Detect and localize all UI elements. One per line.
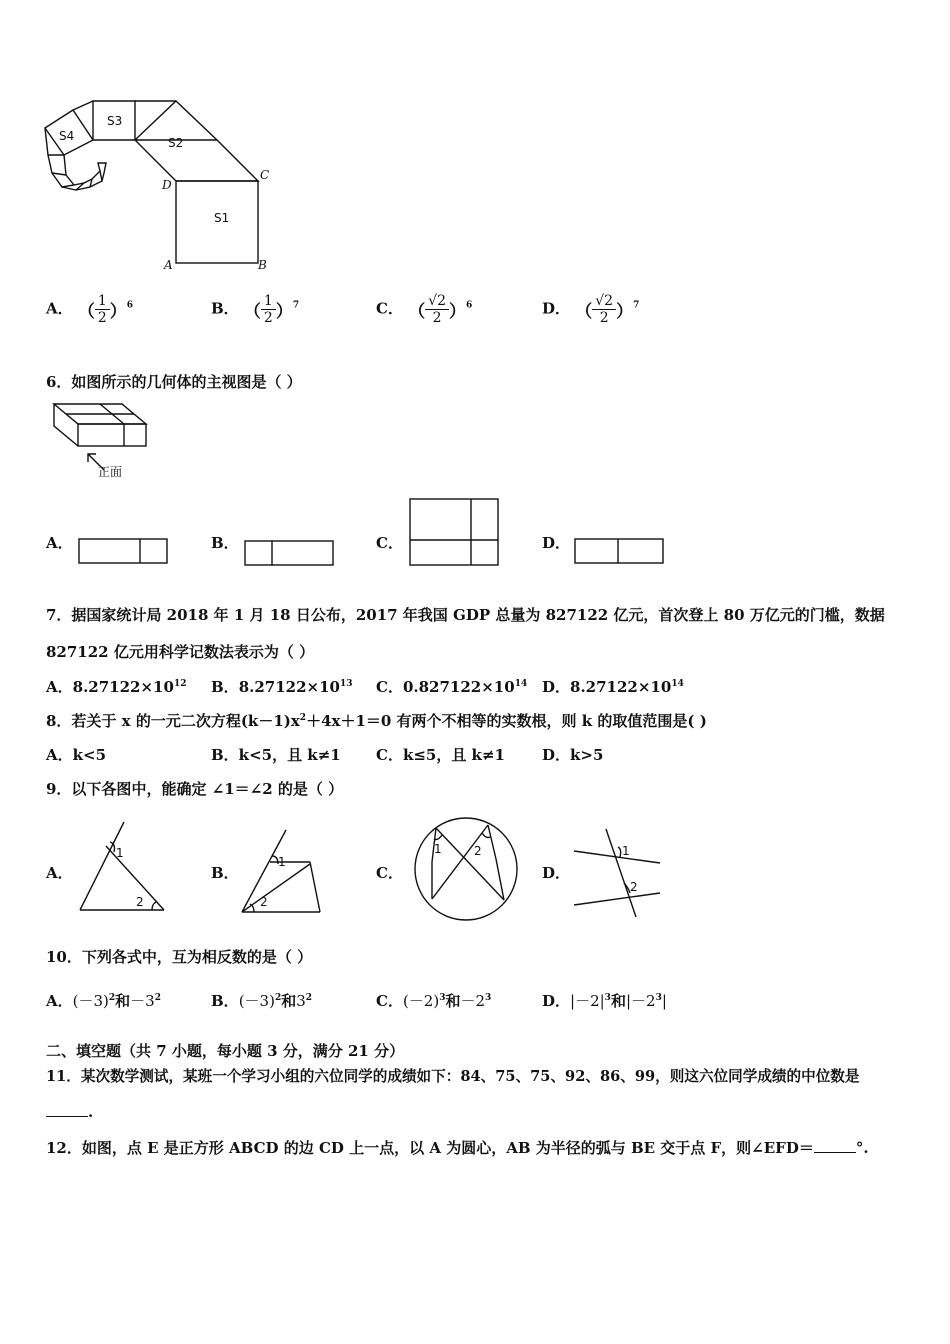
q9-question: 9．以下各图中，能确定 ∠1＝∠2 的是（ ） <box>46 780 344 798</box>
q5-option-c[interactable]: C． （ $\frac{√2}{2}$ ）$^6$ <box>376 293 473 326</box>
label-c: C <box>260 168 270 182</box>
square-s2 <box>135 140 258 181</box>
q5-option-b[interactable]: B． （ $\frac{1}{2}$ ）$^7$ <box>211 293 300 326</box>
q11-answer-line: . <box>46 1102 93 1121</box>
q7-option-b[interactable]: B．$8.27122\times 10^{13}$ <box>211 678 353 696</box>
label-d: D <box>162 178 172 192</box>
q6-option-a-figure[interactable] <box>78 538 170 566</box>
q9-option-c[interactable]: C． <box>376 864 403 882</box>
label-a: A <box>164 258 173 272</box>
label-b: B <box>258 258 267 272</box>
angle-1-label: 1 <box>434 842 442 856</box>
angle-2-label: 2 <box>474 844 482 858</box>
q10-question: 10．下列各式中，互为相反数的是（ ） <box>46 948 313 966</box>
q9-option-b-figure[interactable] <box>240 826 325 916</box>
q12-answer-blank[interactable] <box>814 1138 856 1153</box>
angle-1-label: 1 <box>116 846 124 860</box>
q6-option-b[interactable]: B． <box>211 534 239 552</box>
q7-question-line2: 827122 亿元用科学记数法表示为（ ） <box>46 643 315 661</box>
q6-question: 6．如图所示的几何体的主视图是（ ） <box>46 373 302 391</box>
q7-question-line1: 7．据国家统计局 2018 年 1 月 18 日公布，2017 年我国 GDP 总量为 827122 亿元，首次登上 80 万亿元的门槛，数据 <box>46 606 885 624</box>
q6-option-d-figure[interactable] <box>574 538 666 566</box>
q11-answer-blank[interactable] <box>46 1102 88 1117</box>
q10-option-d[interactable]: D．$|-2|^3$和$|-2^3|$ <box>542 992 667 1010</box>
q9-option-b[interactable]: B． <box>211 864 239 882</box>
q10-option-c[interactable]: C．$(-2)^3$和$-2^3$ <box>376 992 492 1010</box>
q9-option-a-figure[interactable] <box>76 820 171 915</box>
q8-question: 8．若关于 x 的一元二次方程$(k-1)x^2+4x+1=0$ 有两个不相等的实数根，则 k 的取值范围是( ) <box>46 712 707 730</box>
label-s1: S1 <box>214 211 230 225</box>
q8-option-d[interactable]: D．k>5 <box>542 746 604 764</box>
q9-option-c-figure[interactable] <box>412 815 522 925</box>
angle-1-label: 1 <box>622 844 630 858</box>
angle-2-label: 2 <box>630 880 638 894</box>
q6-option-c-figure[interactable] <box>409 498 501 568</box>
label-s2: S2 <box>168 136 184 150</box>
q12-question: 12．如图，点 E 是正方形 ABCD 的边 CD 上一点，以 A 为圆心，AB 为半径的弧与 BE 交于点 F，则∠EFD＝ °. <box>46 1139 869 1157</box>
q8-option-b[interactable]: B．k<5，且 k≠1 <box>211 746 341 764</box>
q9-option-d-figure[interactable] <box>570 825 665 920</box>
section-2-title: 二、填空题（共 7 小题，每小题 3 分，满分 21 分） <box>46 1042 405 1060</box>
q7-option-c[interactable]: C．$0.827122\times 10^{14}$ <box>376 678 528 696</box>
q7-option-d[interactable]: D．$8.27122\times 10^{14}$ <box>542 678 684 696</box>
label-s4: S4 <box>59 129 75 143</box>
q8-option-a[interactable]: A．k<5 <box>46 746 107 764</box>
angle-1-label: 1 <box>278 855 286 869</box>
q7-option-a[interactable]: A．$8.27122\times 10^{12}$ <box>46 678 187 696</box>
q6-option-d[interactable]: D． <box>542 534 571 552</box>
q10-option-a[interactable]: A．$(-3)^2$和$-3^2$ <box>46 992 161 1010</box>
q6-option-c[interactable]: C． <box>376 534 403 552</box>
angle-2-label: 2 <box>260 895 268 909</box>
q6-option-b-figure[interactable] <box>244 540 336 568</box>
q6-solid-figure <box>48 400 158 482</box>
label-s3: S3 <box>107 114 123 128</box>
q11-question: 11．某次数学测试，某班一个学习小组的六位同学的成绩如下：84、75、75、92、86、99，则这六位同学成绩的中位数是 <box>46 1068 860 1085</box>
q8-option-c[interactable]: C．k≤5，且 k≠1 <box>376 746 505 764</box>
front-label: 正面 <box>98 465 123 479</box>
q10-option-b[interactable]: B．$(-3)^2$和$3^2$ <box>211 992 313 1010</box>
q5-option-d[interactable]: D． （ $\frac{√2}{2}$ ）$^7$ <box>542 293 640 326</box>
q9-option-d[interactable]: D． <box>542 864 571 882</box>
q5-spiral-squares-figure <box>40 95 280 275</box>
angle-2-label: 2 <box>136 895 144 909</box>
q5-option-a[interactable]: A． （ $\frac{1}{2}$ ）$^6$ <box>46 293 134 326</box>
q6-option-a[interactable]: A． <box>46 534 73 552</box>
q9-option-a[interactable]: A． <box>46 864 73 882</box>
